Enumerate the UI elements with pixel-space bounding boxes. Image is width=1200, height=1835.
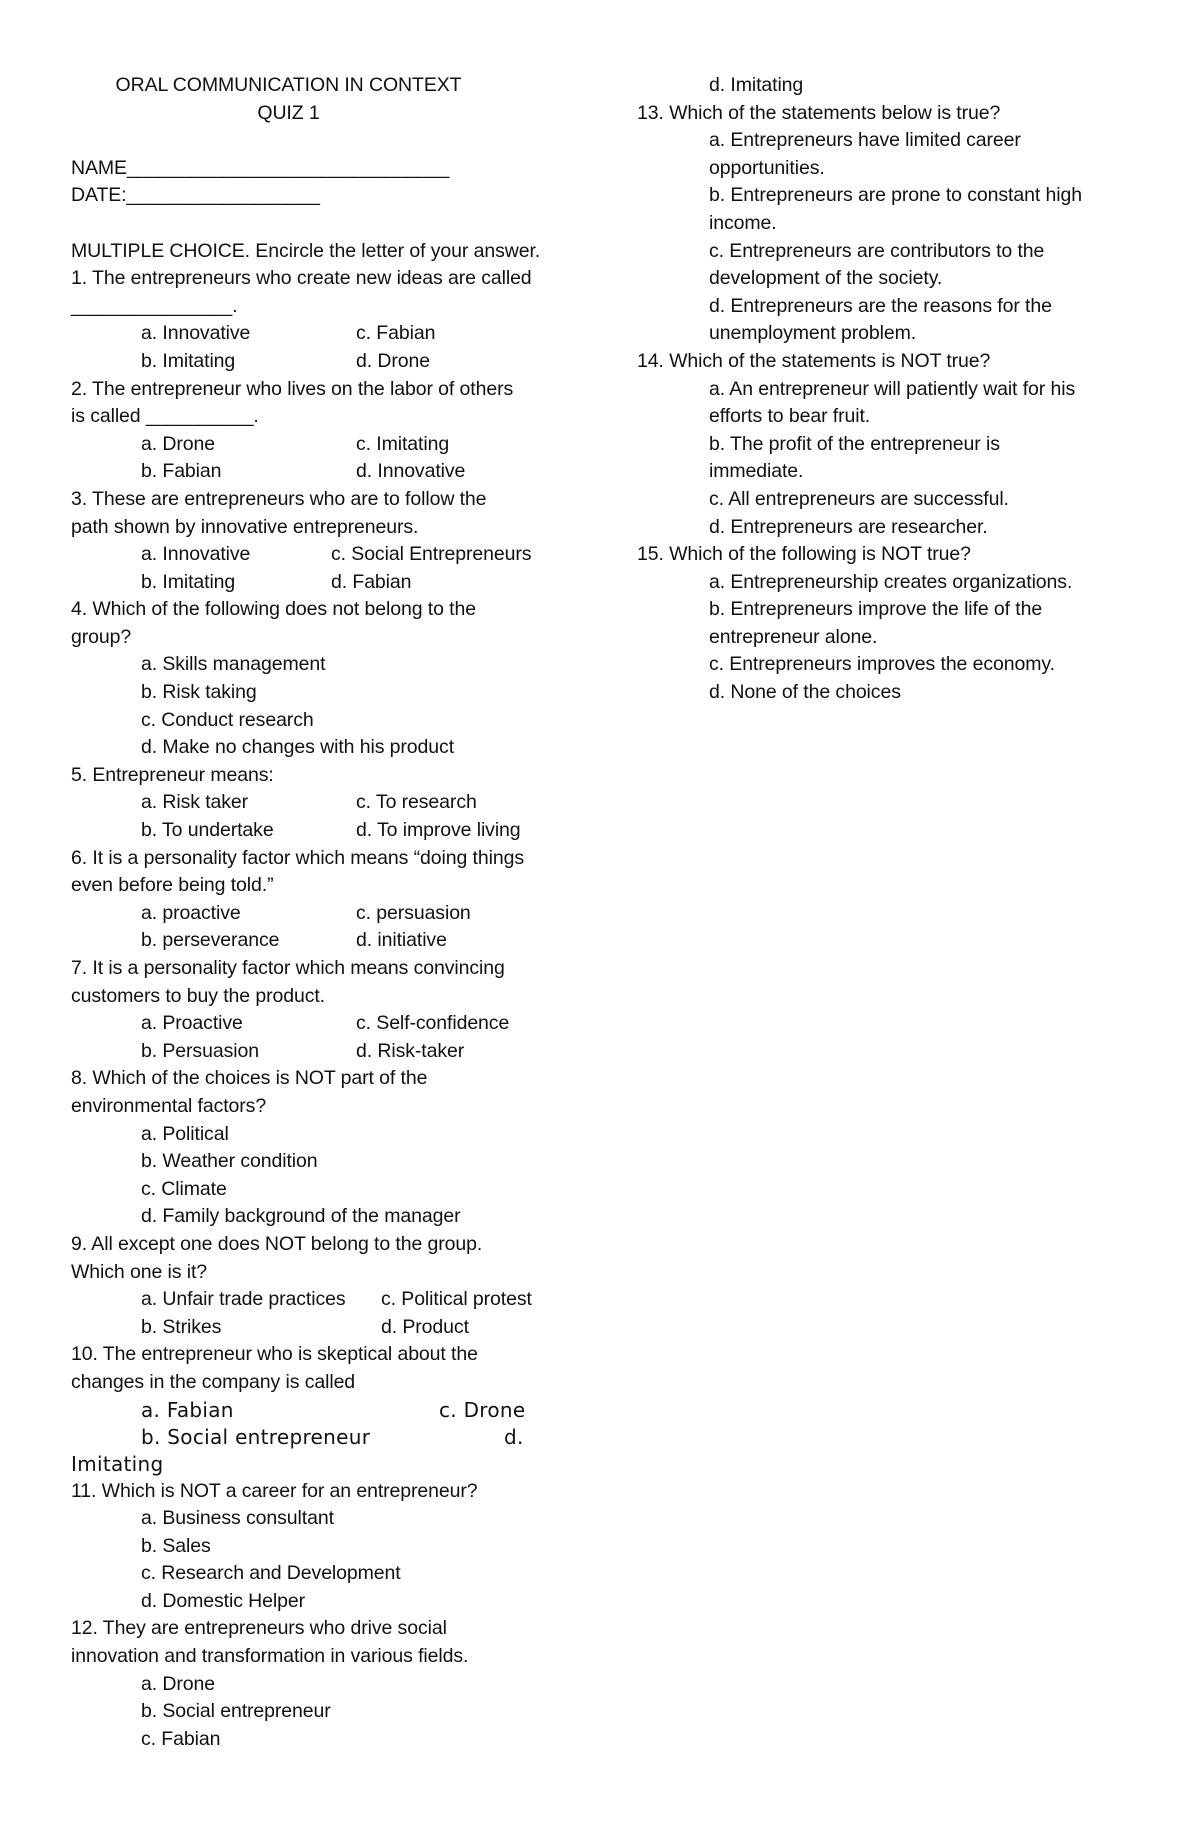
choice-d-letter: d. <box>504 1424 524 1449</box>
choice-d: d. Risk-taker <box>356 1039 465 1062</box>
choice-b: b. Strikes <box>141 1315 222 1338</box>
question-stem: 13. Which of the statements below is true? <box>637 101 1001 124</box>
question-9 <box>71 1231 581 1341</box>
question-10 <box>71 1341 581 1477</box>
choice-c: c. Drone <box>439 1397 526 1422</box>
question-15 <box>637 541 1157 707</box>
question-12 <box>71 1615 581 1753</box>
choice-a: a. Skills management <box>141 653 326 676</box>
choice-b: b. Persuasion <box>141 1039 259 1062</box>
question-stem: is called __________. <box>71 405 259 428</box>
choice-a: a. Drone <box>141 432 215 455</box>
question-stem: 10. The entrepreneur who is skeptical about the <box>71 1343 478 1366</box>
question-stem: group? <box>71 625 132 648</box>
choice-c-cont: development of the society. <box>709 267 943 290</box>
choice-d-cont: unemployment problem. <box>709 322 917 345</box>
question-stem: 5. Entrepreneur means: <box>71 763 274 786</box>
choice-c: c. Self-confidence <box>356 1012 510 1035</box>
choice-d: d. initiative <box>356 929 447 952</box>
question-stem: 2. The entrepreneur who lives on the labor of others <box>71 377 514 400</box>
choice-b: b. perseverance <box>141 929 280 952</box>
question-stem: 6. It is a personality factor which means “doing things <box>71 846 524 869</box>
question-stem: environmental factors? <box>71 1094 267 1117</box>
choice-c: c. Climate <box>141 1177 227 1200</box>
choice-b: b. Sales <box>141 1534 211 1557</box>
choice-c: c. Social Entrepreneurs <box>331 543 532 566</box>
quiz-subtitle: QUIZ 1 <box>257 101 320 124</box>
question-stem: 11. Which is NOT a career for an entrepreneur? <box>71 1479 478 1502</box>
choice-a: a. Innovative <box>141 543 251 566</box>
choice-a: a. Unfair trade practices <box>141 1288 346 1311</box>
choice-b: b. To undertake <box>141 819 274 842</box>
question-14 <box>637 348 1157 541</box>
question-11 <box>71 1478 581 1616</box>
choice-c: c. Fabian <box>356 322 436 345</box>
instructions: MULTIPLE CHOICE. Encircle the letter of your answer. <box>71 239 541 262</box>
question-13 <box>637 100 1157 348</box>
choice-b: b. Risk taking <box>141 681 257 704</box>
choice-c: c. Entrepreneurs improves the economy. <box>709 653 1055 676</box>
choice-d: d. Family background of the manager <box>141 1205 461 1228</box>
question-stem: 1. The entrepreneurs who create new ideas are called <box>71 267 532 290</box>
choice-d: d. Drone <box>356 349 430 372</box>
choice-d: d. Make no changes with his product <box>141 736 455 759</box>
choice-d: d. Product <box>381 1315 469 1338</box>
choice-b: b. Imitating <box>141 570 236 593</box>
question-stem: 14. Which of the statements is NOT true? <box>637 349 991 372</box>
choice-a: a. Drone <box>141 1672 215 1695</box>
choice-b-cont: immediate. <box>709 460 804 483</box>
choice-c: c. Research and Development <box>141 1562 401 1585</box>
question-stem: _______________. <box>71 294 238 317</box>
choice-d: d. None of the choices <box>709 681 901 704</box>
choice-d: d. Fabian <box>331 570 412 593</box>
choice-c: c. persuasion <box>356 901 471 924</box>
choice-c: c. Imitating <box>356 432 450 455</box>
choice-b: b. Weather condition <box>141 1150 318 1173</box>
question-stem: customers to buy the product. <box>71 984 325 1007</box>
choice-c: c. Entrepreneurs are contributors to the <box>709 239 1045 262</box>
question-2 <box>71 376 581 486</box>
choice-c: c. All entrepreneurs are successful. <box>709 487 1009 510</box>
choice-b-cont: entrepreneur alone. <box>709 625 878 648</box>
choice-a: a. Fabian <box>141 1397 234 1422</box>
question-1 <box>71 265 581 375</box>
choice-b: b. Social entrepreneur <box>141 1700 331 1723</box>
choice-a: a. Entrepreneurship creates organizations. <box>709 570 1073 593</box>
choice-c: c. To research <box>356 791 477 814</box>
choice-d: d. To improve living <box>356 819 521 842</box>
choice-a-cont: opportunities. <box>709 156 825 179</box>
choice-d-text: Imitating <box>71 1451 164 1476</box>
question-8 <box>71 1065 581 1231</box>
choice-b-cont: income. <box>709 211 777 234</box>
question-stem: innovation and transformation in various fields. <box>71 1645 469 1668</box>
question-stem: Which one is it? <box>71 1260 208 1283</box>
choice-b: b. The profit of the entrepreneur is <box>709 432 1000 455</box>
choice-c: c. Fabian <box>141 1727 221 1750</box>
choice-b: b. Fabian <box>141 460 222 483</box>
choice-a: a. proactive <box>141 901 241 924</box>
question-stem: 3. These are entrepreneurs who are to follow the <box>71 487 487 510</box>
question-stem: 15. Which of the following is NOT true? <box>637 543 971 566</box>
question-6 <box>71 845 581 955</box>
choice-d: d. Domestic Helper <box>141 1589 306 1612</box>
choice-d: d. Imitating <box>709 74 804 96</box>
name-field-line: NAME______________________________ <box>71 156 450 179</box>
left-column <box>71 72 581 1753</box>
choice-d: d. Entrepreneurs are the reasons for the <box>709 294 1052 317</box>
right-column <box>637 72 1157 707</box>
date-field-line: DATE:__________________ <box>71 184 320 207</box>
question-4 <box>71 596 581 762</box>
choice-b: b. Entrepreneurs are prone to constant high <box>709 184 1082 207</box>
question-stem: 12. They are entrepreneurs who drive social <box>71 1617 447 1640</box>
question-5 <box>71 762 581 845</box>
question-stem: changes in the company is called <box>71 1370 356 1393</box>
choice-a: a. Innovative <box>141 322 251 345</box>
choice-b: b. Imitating <box>141 349 236 372</box>
question-stem: 8. Which of the choices is NOT part of the <box>71 1067 428 1090</box>
choice-a: a. Risk taker <box>141 791 249 814</box>
choice-c: c. Conduct research <box>141 708 314 731</box>
choice-a: a. Entrepreneurs have limited career <box>709 129 1021 152</box>
choice-a: a. Business consultant <box>141 1507 334 1530</box>
choice-a-cont: efforts to bear fruit. <box>709 405 871 428</box>
choice-a: a. Political <box>141 1122 229 1145</box>
choice-d: d. Innovative <box>356 460 466 483</box>
question-stem: 7. It is a personality factor which means convincing <box>71 957 505 979</box>
question-stem: 4. Which of the following does not belong to the <box>71 598 476 621</box>
choice-b: b. Entrepreneurs improve the life of the <box>709 598 1043 621</box>
choice-a: a. An entrepreneur will patiently wait for his <box>709 377 1076 400</box>
choice-c: c. Political protest <box>381 1288 532 1311</box>
choice-d: d. Entrepreneurs are researcher. <box>709 515 988 538</box>
question-stem: even before being told.” <box>71 874 274 897</box>
question-7 <box>71 955 581 1065</box>
quiz-title: ORAL COMMUNICATION IN CONTEXT <box>115 74 462 96</box>
choice-b: b. Social entrepreneur <box>141 1424 371 1449</box>
question-stem: path shown by innovative entrepreneurs. <box>71 515 419 538</box>
choice-a: a. Proactive <box>141 1012 243 1035</box>
question-stem: 9. All except one does NOT belong to the group. <box>71 1232 483 1255</box>
question-3 <box>71 486 581 596</box>
